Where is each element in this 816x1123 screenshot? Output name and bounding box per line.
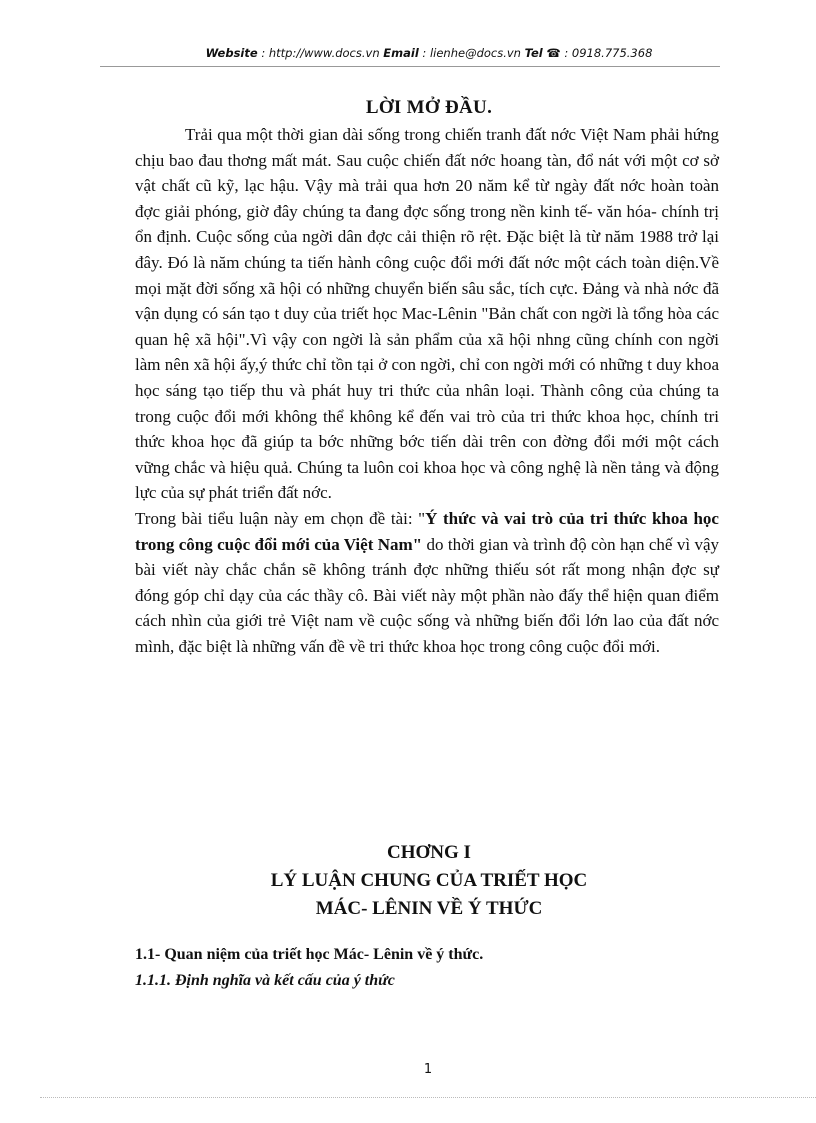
topic-paragraph — [135, 506, 719, 660]
tel-label: Tel — [524, 46, 543, 60]
chapter-number: CHƠNG I — [387, 842, 471, 863]
email-value[interactable]: : lienhe@docs.vn — [418, 46, 525, 60]
intro-paragraph: Trải qua một thời gian dài sống trong chiến tranh đất nớc Việt Nam phải hứng chịu bao đau thơng mất mát. Sau cuộc chiến đất nớc hoang tàn, đổ nát với một cơ sở vật chất cũ kỹ, lạc hậu. Vậy mà trải qua hơn 20 năm kể từ ngày đất nớc hoàn toàn đợc giải phóng, giờ đây chúng ta đang đợc sống trong nền kinh tế- văn hóa- chính trị ổn định. Cuộc sống của ngời dân đợc cải thiện rõ rệt. Đặc biệt là từ năm 1988 trở lại đây. Đó là năm chúng ta tiến hành công cuộc đổi mới đất nớc một cách toàn diện.Về mọi mặt đời sống xã hội có những chuyển biến sâu sắc, tích cực. Đảng và nhà nớc đã vận dụng có sán tạo t duy của triết học Mac-Lênin "Bản chất con ngời là tổng hòa các quan hệ xã hội".Vì vậy con ngời là sản phẩm của xã hội nhng cũng chính con ngời làm nên xã hội ấy,ý thức chỉ tồn tại ở con ngời, chỉ con ngời mới có những t duy khoa học sáng tạo tiếp thu và phát huy tri thức của nhân loại. Thành công của chúng ta trong cuộc đổi mới không thể không kể đến vai trò của tri thức khoa học, chính tri thức khoa học đã giúp ta bớc những bớc tiến dài trên con đờng đổi mới một cách vững chắc và hiệu quả. Chúng ta luôn coi khoa học và công nghệ là nền tảng và động lực của sự phát triển đất nớc. — [135, 125, 719, 503]
tel-value: : 0918.775.368 — [560, 46, 653, 60]
phone-icon: ☎ — [546, 46, 561, 60]
chapter-title-line2: MÁC- LÊNIN VỀ Ý THỨC — [315, 898, 543, 919]
website-label: Website — [205, 46, 258, 60]
page-number: 1 — [423, 1062, 433, 1077]
topic-title: Ý thức và vai trò của tri thức khoa học trong công cuộc đổi mới của Việt Nam" — [135, 508, 719, 554]
page-bottom-border — [40, 1097, 816, 1098]
chapter-title-line1: LÝ LUẬN CHUNG CỦA TRIẾT HỌC — [270, 870, 588, 891]
section-heading-1-1: 1.1- Quan niệm của triết học Mác- Lênin về ý thức. — [135, 946, 484, 963]
page-title: LỜI MỞ ĐẦU. — [365, 97, 493, 118]
topic-after: do thời gian và trình độ còn hạn chế vì vậy bài viết này chắc chắn sẽ không tránh đợc những thiếu sót rất mong nhận đợc sự đóng góp chỉ dạy của các thầy cô. Bài viết này một phần nào đấy thể hiện quan điểm cách nhìn của giới trẻ Việt nam về cuộc sống và những biến đổi lớn lao của đất nớc mình, đặc biệt là những vấn đề về tri thức khoa học trong công cuộc đổi mới. — [135, 534, 719, 656]
section-heading-1-1-1: 1.1.1. Định nghĩa và kết cấu của ý thức — [135, 972, 395, 989]
header-divider — [100, 66, 720, 67]
intro-body — [135, 122, 719, 659]
topic-before: Trong bài tiểu luận này em chọn đề tài: " — [135, 508, 426, 528]
email-label: Email — [383, 46, 419, 60]
page-header — [135, 46, 723, 60]
website-value[interactable]: : http://www.docs.vn — [257, 46, 384, 60]
